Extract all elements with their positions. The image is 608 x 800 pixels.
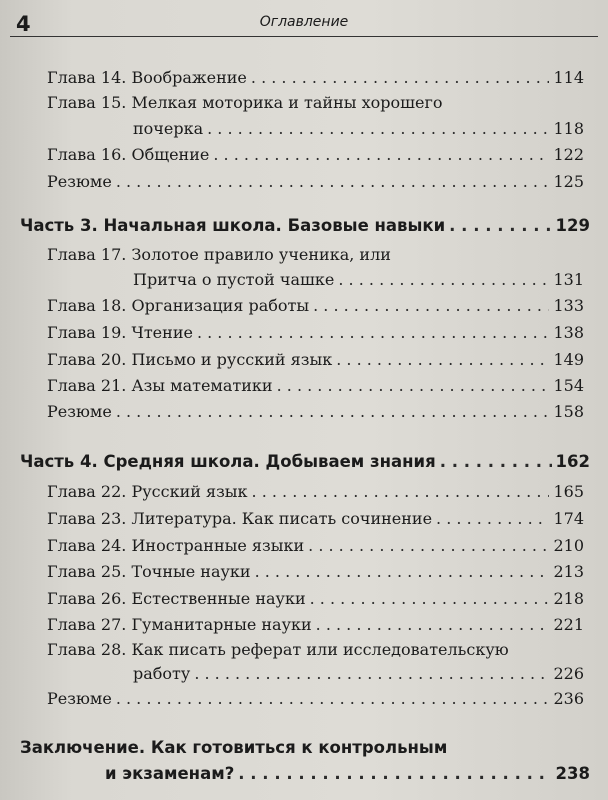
toc-entry-chapter-27 — [47, 613, 584, 637]
toc-entry-page: 174 — [553, 509, 584, 528]
dot-leader — [338, 268, 549, 292]
toc-entry-title: Глава 22. Русский язык — [47, 482, 248, 501]
toc-entry-page: 221 — [553, 615, 584, 634]
toc-entry-chapter-26 — [47, 587, 584, 611]
toc-part-title: Заключение. Как готовиться к контрольным — [20, 738, 448, 757]
toc-entry-page: 213 — [553, 562, 584, 581]
toc-entry-page: 125 — [553, 172, 584, 191]
toc-entry-chapter-21 — [47, 374, 584, 398]
toc-entry-title: Глава 26. Естественные науки — [47, 589, 306, 608]
toc-entry-page: 210 — [553, 536, 584, 555]
dot-leader — [449, 214, 551, 238]
toc-part-4 — [20, 450, 590, 474]
toc-part-page: 129 — [555, 216, 590, 235]
dot-leader — [436, 507, 549, 531]
toc-part-title: и экзаменам? — [105, 764, 235, 783]
toc-entry-title: Резюме — [47, 689, 112, 708]
dot-leader — [194, 662, 549, 686]
dot-leader — [277, 374, 550, 398]
toc-entry-summary-4 — [47, 687, 584, 711]
toc-part-title: Часть 4. Средняя школа. Добываем знания — [20, 452, 436, 471]
toc-entry-title: Глава 15. Мелкая моторика и тайны хорошего — [47, 93, 443, 112]
toc-entry-title: Глава 19. Чтение — [47, 323, 193, 342]
toc-entry-chapter-14 — [47, 66, 584, 90]
dot-leader — [316, 613, 550, 637]
dot-leader — [252, 480, 550, 504]
toc-entry-title: Глава 28. Как писать реферат или исследовательскую — [47, 640, 509, 659]
toc-entry-page: 114 — [553, 68, 584, 87]
toc-entry-page: 218 — [553, 589, 584, 608]
toc-entry-page: 122 — [553, 145, 584, 164]
toc-entry-page: 131 — [553, 270, 584, 289]
running-title: Оглавление — [259, 14, 349, 30]
dot-leader — [116, 170, 550, 194]
dot-leader — [310, 587, 550, 611]
toc-entry-title: Глава 17. Золотое правило ученика, или — [47, 245, 391, 264]
toc-entry-summary-2 — [47, 170, 584, 194]
toc-entry-title: Глава 24. Иностранные языки — [47, 536, 305, 555]
toc-entry-page: 154 — [553, 376, 584, 395]
toc-entry-page: 226 — [553, 664, 584, 683]
toc-conclusion — [20, 736, 590, 760]
toc-entry-chapter-18 — [47, 294, 584, 318]
dot-leader — [440, 450, 552, 474]
toc-entry-title: Глава 25. Точные науки — [47, 562, 251, 581]
toc-entry-page: 149 — [553, 350, 584, 369]
toc-entry-chapter-28 — [47, 638, 584, 662]
dot-leader — [207, 117, 549, 141]
toc-entry-chapter-15-cont — [133, 117, 584, 141]
toc-entry-page: 158 — [553, 402, 584, 421]
toc-entry-title: Резюме — [47, 172, 112, 191]
page-number: 4 — [16, 12, 31, 36]
toc-entry-title: Глава 14. Воображение — [47, 68, 247, 87]
dot-leader — [313, 294, 549, 318]
toc-entry-chapter-24 — [47, 534, 584, 558]
toc-entry-title: Резюме — [47, 402, 112, 421]
toc-entry-chapter-23 — [47, 507, 584, 531]
toc-part-page: 238 — [555, 764, 590, 783]
dot-leader — [238, 762, 551, 786]
toc-entry-title: Глава 20. Письмо и русский язык — [47, 350, 333, 369]
dot-leader — [116, 687, 550, 711]
toc-entry-summary-3 — [47, 400, 584, 424]
toc-entry-chapter-25 — [47, 560, 584, 584]
toc-entry-page: 118 — [553, 119, 584, 138]
toc-entry-chapter-17 — [47, 243, 584, 267]
toc-entry-page: 133 — [553, 296, 584, 315]
toc-part-page: 162 — [555, 452, 590, 471]
toc-entry-title: работу — [133, 664, 191, 683]
toc-entry-chapter-17-cont — [133, 268, 584, 292]
toc-part-title: Часть 3. Начальная школа. Базовые навыки — [20, 216, 446, 235]
toc-entry-title: Глава 21. Азы математики — [47, 376, 273, 395]
toc-entry-title: Глава 23. Литература. Как писать сочинение — [47, 509, 433, 528]
toc-entry-chapter-19 — [47, 321, 584, 345]
toc-entry-title: Глава 18. Организация работы — [47, 296, 310, 315]
toc-entry-page: 165 — [553, 482, 584, 501]
dot-leader — [197, 321, 550, 345]
toc-entry-page: 236 — [553, 689, 584, 708]
dot-leader — [336, 348, 549, 372]
toc-entry-chapter-28-cont — [133, 662, 584, 686]
toc-entry-chapter-15 — [47, 91, 584, 115]
toc-entry-title: почерка — [133, 119, 204, 138]
toc-entry-title: Глава 16. Общение — [47, 145, 210, 164]
toc-part-3 — [20, 214, 590, 238]
dot-leader — [213, 143, 549, 167]
dot-leader — [255, 560, 550, 584]
toc-entry-title: Глава 27. Гуманитарные науки — [47, 615, 312, 634]
toc-entry-chapter-16 — [47, 143, 584, 167]
toc-entry-chapter-22 — [47, 480, 584, 504]
toc-conclusion-cont — [105, 762, 590, 786]
toc-entry-title: Притча о пустой чашке — [133, 270, 335, 289]
dot-leader — [251, 66, 550, 90]
dot-leader — [116, 400, 550, 424]
toc-entry-chapter-20 — [47, 348, 584, 372]
dot-leader — [308, 534, 549, 558]
toc-entry-page: 138 — [553, 323, 584, 342]
